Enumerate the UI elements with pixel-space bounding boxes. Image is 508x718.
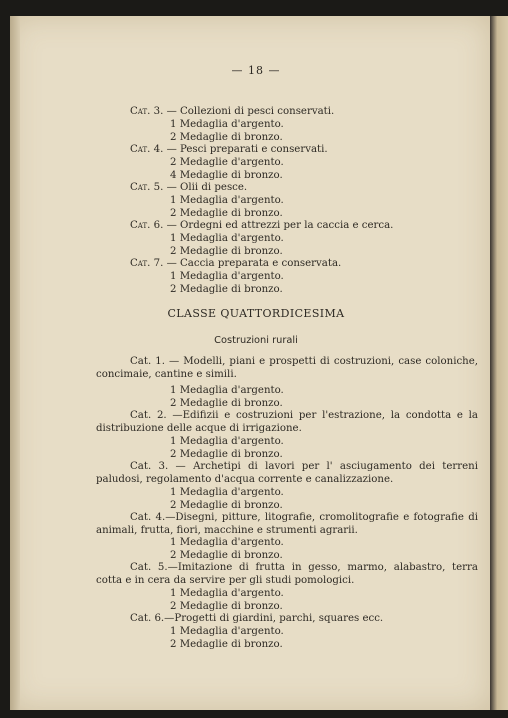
page-number: — 18 — bbox=[231, 64, 281, 77]
category-paragraph: Cat. 2. —Edifizii e costruzioni per l'estrazione, la condotta e la distribuzione delle acque di irrigazione. bbox=[96, 410, 478, 434]
award-line: 2 Medaglie di bronzo. bbox=[170, 132, 283, 143]
award-line: 2 Medaglie di bronzo. bbox=[170, 398, 283, 409]
award-line: 1 Medaglia d'argento. bbox=[170, 537, 284, 548]
award-line: 1 Medaglia d'argento. bbox=[170, 436, 284, 447]
award-line: 2 Medaglie d'argento. bbox=[170, 157, 284, 168]
award-line: 1 Medaglia d'argento. bbox=[170, 195, 284, 206]
page-edge bbox=[10, 16, 20, 710]
award-line: 1 Medaglia d'argento. bbox=[170, 119, 284, 130]
award-line: 1 Medaglia d'argento. bbox=[170, 385, 284, 396]
category-line: Cat. 5. — Olii di pesce. bbox=[130, 182, 248, 193]
category-line: Cat. 4. — Pesci preparati e conservati. bbox=[130, 144, 328, 155]
award-line: 2 Medaglie di bronzo. bbox=[170, 246, 283, 257]
section-subtitle: Costruzioni rurali bbox=[214, 335, 298, 346]
award-line: 1 Medaglia d'argento. bbox=[170, 626, 284, 637]
category-paragraph: Cat. 4.—Disegni, pitture, litografie, cromolitografie e fotografie di animali, frutta, fiori, macchine e strumenti agrarii. bbox=[96, 512, 478, 536]
adjacent-page-edge bbox=[490, 16, 508, 710]
category-line: Cat. 6. — Ordegni ed attrezzi per la caccia e cerca. bbox=[130, 220, 394, 231]
award-line: 1 Medaglia d'argento. bbox=[170, 588, 284, 599]
award-line: 2 Medaglie di bronzo. bbox=[170, 550, 283, 561]
award-line: 2 Medaglie di bronzo. bbox=[170, 500, 283, 511]
award-line: 2 Medaglie di bronzo. bbox=[170, 208, 283, 219]
category-line: Cat. 7. — Caccia preparata e conservata. bbox=[130, 258, 342, 269]
award-line: 2 Medaglie di bronzo. bbox=[170, 284, 283, 295]
category-paragraph: Cat. 6.—Progetti di giardini, parchi, squares ecc. bbox=[130, 613, 384, 624]
award-line: 1 Medaglia d'argento. bbox=[170, 271, 284, 282]
category-line: Cat. 3. — Collezioni di pesci conservati. bbox=[130, 106, 335, 117]
award-line: 2 Medaglie di bronzo. bbox=[170, 601, 283, 612]
award-line: 2 Medaglie di bronzo. bbox=[170, 449, 283, 460]
award-line: 1 Medaglia d'argento. bbox=[170, 487, 284, 498]
section-title: CLASSE QUATTORDICESIMA bbox=[167, 307, 345, 320]
award-line: 2 Medaglie di bronzo. bbox=[170, 639, 283, 650]
award-line: 1 Medaglia d'argento. bbox=[170, 233, 284, 244]
document-page bbox=[10, 16, 490, 710]
award-line: 4 Medaglie di bronzo. bbox=[170, 170, 283, 181]
category-paragraph: Cat. 1. — Modelli, piani e prospetti di costruzioni, case coloniche, concimaie, cantine e simili. bbox=[96, 356, 478, 380]
category-paragraph: Cat. 5.—Imitazione di frutta in gesso, marmo, alabastro, terra cotta e in cera da servire per gli studi pomologici. bbox=[96, 562, 478, 586]
category-paragraph: Cat. 3. — Archetipi di lavori per l' asciugamento dei terreni paludosi, regolamento d'acqua corrente e canalizzazione. bbox=[96, 461, 478, 485]
